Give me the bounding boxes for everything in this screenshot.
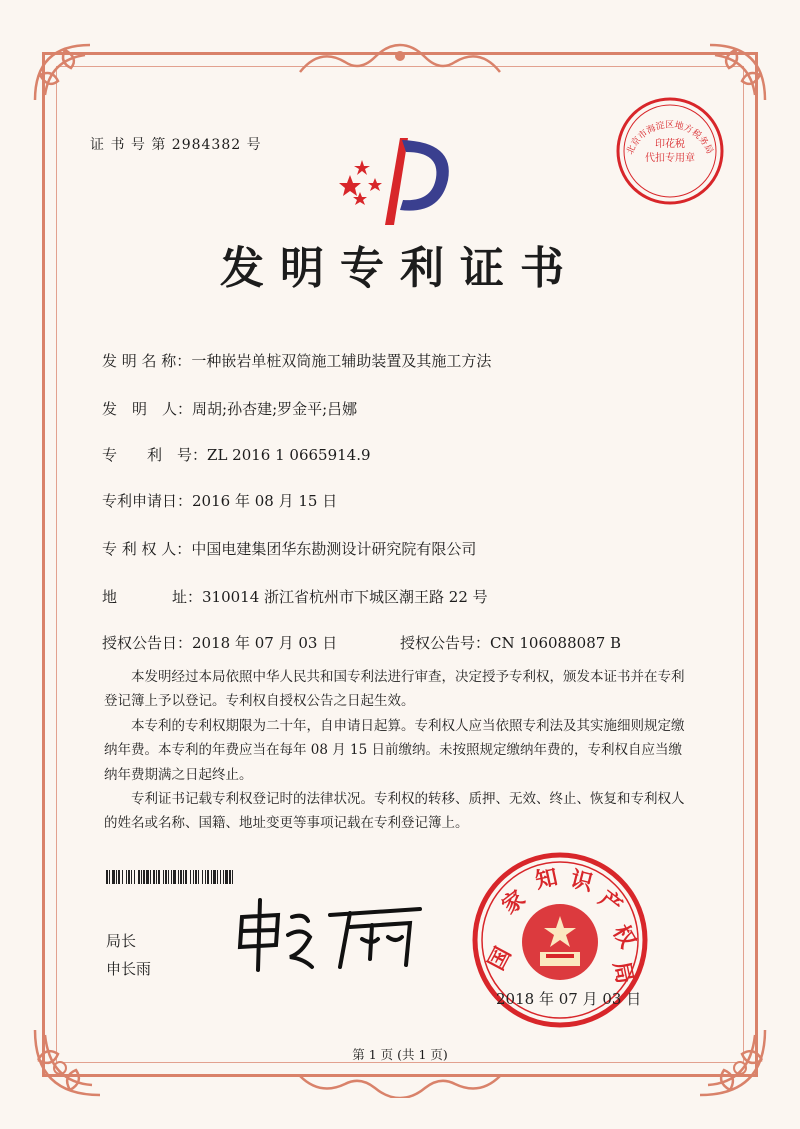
patent-number-label: 专 利 号： [102,446,208,464]
stamp-tax-arc-text: 北京市海淀区地方税务局 [625,120,715,157]
filing-date-value: 2016 年 08 月 15 日 [192,492,338,510]
body-paragraph: 本发明经过本局依照中华人民共和国专利法进行审查，决定授予专利权，颁发本证书并在专利登记簿上予以登记。专利权自授权公告之日起生效。 [104,669,685,710]
director-name: 申长雨 [106,961,152,978]
inventor-row [102,398,357,419]
address-label [102,586,202,607]
address-row [102,586,488,607]
address-value: 310014 浙江省杭州市下城区潮王路 22 号 [202,588,488,606]
patent-number-value: ZL 2016 1 0665914.9 [207,446,371,464]
grant-number-label: 授权公告号： [400,634,491,652]
address-label-b: 址： [171,588,202,606]
grant-number-value: CN 106088087 B [490,634,622,652]
barcode [106,870,338,884]
patent-number-row [102,444,371,465]
seal-char: 局 [607,959,637,987]
patentee-label: 专 利 权 人： [102,540,192,558]
bottom-center-ornament [290,1068,510,1098]
seal-char: 知 [533,865,561,895]
seal-char: 家 [497,886,531,920]
seal-char: 识 [567,866,596,897]
director-signature [230,895,430,979]
address-label-a: 地 [102,588,118,606]
seal-char: 权 [607,920,640,953]
patent-office-logo [330,130,460,230]
seal-date: 2018 年 07 月 03 日 [496,990,642,1008]
stamp-tax-seal [614,95,726,211]
certificate-number: 证 书 号 第 2984382 号 [90,137,262,153]
corner-ornament-top-left [30,40,100,110]
top-center-ornament [290,42,510,82]
inventor-value: 周胡;孙杏建;罗金平;吕娜 [192,400,358,418]
director-title: 局长 [106,933,137,950]
grant-date-row [102,632,337,653]
inventor-label: 发 明 人： [102,400,193,418]
stamp-tax-inner-text-2: 代扣专用章 [645,153,695,164]
certificate-body [104,665,694,836]
body-paragraph: 本专利的专利权期限为二十年，自申请日起算。专利权人应当依照专利法及其实施细则规定缴纳年费。本专利的年费应当在每年 08 月 15 日前缴纳。未按照规定缴纳年费的，专利权自应当缴纳年费期满之日起终止。 [104,717,685,783]
grant-date-value: 2018 年 07 月 03 日 [192,634,338,652]
patentee-value: 中国电建集团华东勘测设计研究院有限公司 [191,540,477,558]
seal-char: 产 [593,886,627,920]
body-paragraph: 专利证书记载专利权登记时的法律状况。专利权的转移、质押、无效、终止、恢复和专利权人的姓名或名称、国籍、地址变更等事项记载在专利登记簿上。 [104,791,685,832]
seal-char: 国 [484,943,517,975]
svg-text:北京市海淀区地方税务局 [624,119,716,157]
patentee-row [102,538,476,559]
grant-date-label: 授权公告日： [102,634,193,652]
page-footer: 第 1 页 (共 1 页) [352,1047,448,1062]
filing-date-row [102,490,337,511]
invention-name-row [102,350,491,371]
certificate-title: 发明专利证书 [220,243,580,294]
invention-name-label: 发 明 名 称： [102,352,192,370]
filing-date-label: 专利申请日： [102,492,193,510]
invention-name-value: 一种嵌岩单桩双筒施工辅助装置及其施工方法 [191,352,492,370]
barcode-bar [233,870,235,884]
stamp-tax-inner-text: 印花税 [655,139,685,150]
grant-number-row [400,632,621,653]
